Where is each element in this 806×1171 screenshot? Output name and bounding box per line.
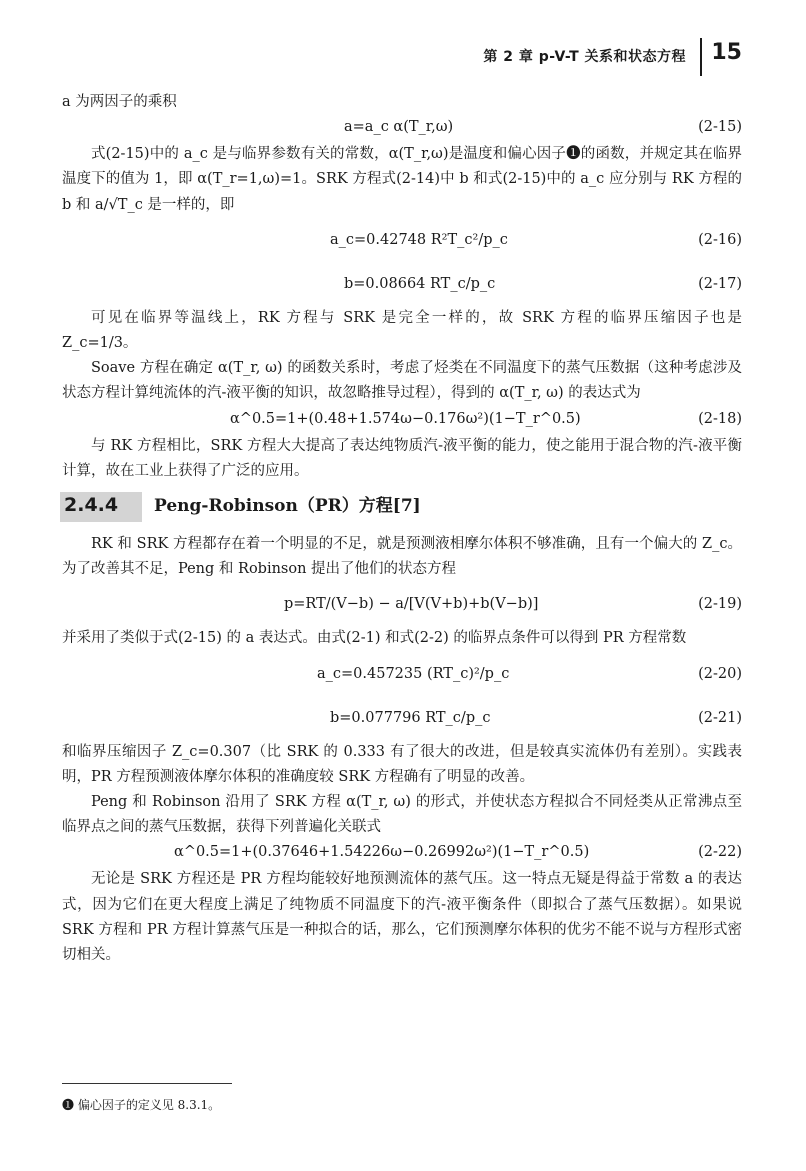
- equation: a=a_c α(T_r,ω): [344, 119, 454, 136]
- section-title: Peng-Robinson（PR）方程[7]: [154, 496, 421, 517]
- equation: b=0.08664 RT_c/p_c: [344, 275, 496, 292]
- equation-row: [62, 696, 742, 740]
- section-heading: [62, 492, 742, 526]
- footnote-rule: [62, 1083, 232, 1084]
- paragraph: 并采用了类似于式(2-15) 的 a 表达式。由式(2-1) 和式(2-2) 的临界点条件可以得到 PR 方程常数: [62, 630, 687, 647]
- paragraph: 无论是 SRK 方程还是 PR 方程均能较好地预测流体的蒸气压。这一特点无疑是得益于常数 a 的表达式，因为它们在更大程度上满足了纯物质不同温度下的汽-液平衡条件（即拟合了蒸气压数据）。如果说 SRK 方程和 PR 方程计算蒸气压是一种拟合的话，那么，它们预测摩尔体积的优劣不能不说与方程形式密切相关。: [62, 871, 742, 964]
- page-number: 15: [711, 40, 742, 65]
- equation: α^0.5=1+(0.37646+1.54226ω−0.26992ω²)(1−T_r^0.5): [174, 844, 590, 861]
- equation-number: (2-22): [698, 844, 742, 861]
- equation-number: (2-15): [698, 119, 742, 136]
- equation-number: (2-18): [698, 410, 742, 427]
- equation: α^0.5=1+(0.48+1.574ω−0.176ω²)(1−T_r^0.5): [230, 410, 581, 427]
- equation-row: [62, 407, 742, 434]
- section-number: 2.4.4: [64, 494, 119, 517]
- paragraph: 可见在临界等温线上，RK 方程与 SRK 是完全一样的，故 SRK 方程的临界压缩因子也是 Z_c=1/3。: [62, 309, 742, 352]
- equation-row: [62, 115, 742, 142]
- page-body: [62, 90, 742, 968]
- equation-row: [62, 582, 742, 626]
- equation-row: [62, 840, 742, 867]
- equation-number: (2-19): [698, 596, 742, 613]
- equation-row: [62, 652, 742, 696]
- equation-row: [62, 262, 742, 306]
- equation-number: (2-20): [698, 665, 742, 682]
- header-divider: [700, 38, 702, 76]
- equation: a_c=0.42748 R²T_c²/p_c: [330, 231, 508, 248]
- paragraph: Peng 和 Robinson 沿用了 SRK 方程 α(T_r, ω) 的形式，并使状态方程拟合不同烃类从正常沸点至临界点之间的蒸气压数据，获得下列普遍化关联式: [62, 794, 742, 836]
- paragraph: 和临界压缩因子 Z_c=0.307（比 SRK 的 0.333 有了很大的改进，但是较真实流体仍有差别）。实践表明，PR 方程预测液体摩尔体积的准确度较 SRK 方程确有了明显的改善。: [62, 743, 742, 785]
- equation-number: (2-21): [698, 709, 742, 726]
- equation: p=RT/(V−b) − a/[V(V+b)+b(V−b)]: [284, 596, 539, 613]
- equation-number: (2-16): [698, 231, 742, 248]
- footnote: ❶ 偏心因子的定义见 8.3.1。: [62, 1098, 221, 1112]
- paragraph: Soave 方程在确定 α(T_r, ω) 的函数关系时，考虑了烃类在不同温度下的蒸气压数据（这种考虑涉及状态方程计算纯流体的汽-液平衡的知识，故忽略推导过程），得到的 α(T_r, ω) 的表达式为: [62, 360, 742, 402]
- paragraph: RK 和 SRK 方程都存在着一个明显的不足，就是预测液相摩尔体积不够准确，且有一个偏大的 Z_c。为了改善其不足，Peng 和 Robinson 提出了他们的状态方程: [62, 536, 742, 578]
- chapter-title: 第 2 章 p-V-T 关系和状态方程: [483, 49, 686, 65]
- equation: a_c=0.457235 (RT_c)²/p_c: [317, 665, 510, 682]
- equation: b=0.077796 RT_c/p_c: [330, 709, 491, 726]
- equation-number: (2-17): [698, 275, 742, 292]
- paragraph: 式(2-15)中的 a_c 是与临界参数有关的常数，α(T_r,ω)是温度和偏心因子❶的函数，并规定其在临界温度下的值为 1，即 α(T_r=1,ω)=1。SRK 方程式(2-14)中 b 和式(2-15)中的 a_c 应分别与 RK 方程的 b 和 a/√T_c 是一样的，即: [62, 146, 742, 213]
- paragraph: a 为两因子的乘积: [62, 94, 177, 110]
- paragraph: 与 RK 方程相比，SRK 方程大大提高了表达纯物质汽-液平衡的能力，使之能用于混合物的汽-液平衡计算，故在工业上获得了广泛的应用。: [62, 437, 742, 479]
- page-header: [62, 40, 742, 76]
- equation-row: [62, 218, 742, 262]
